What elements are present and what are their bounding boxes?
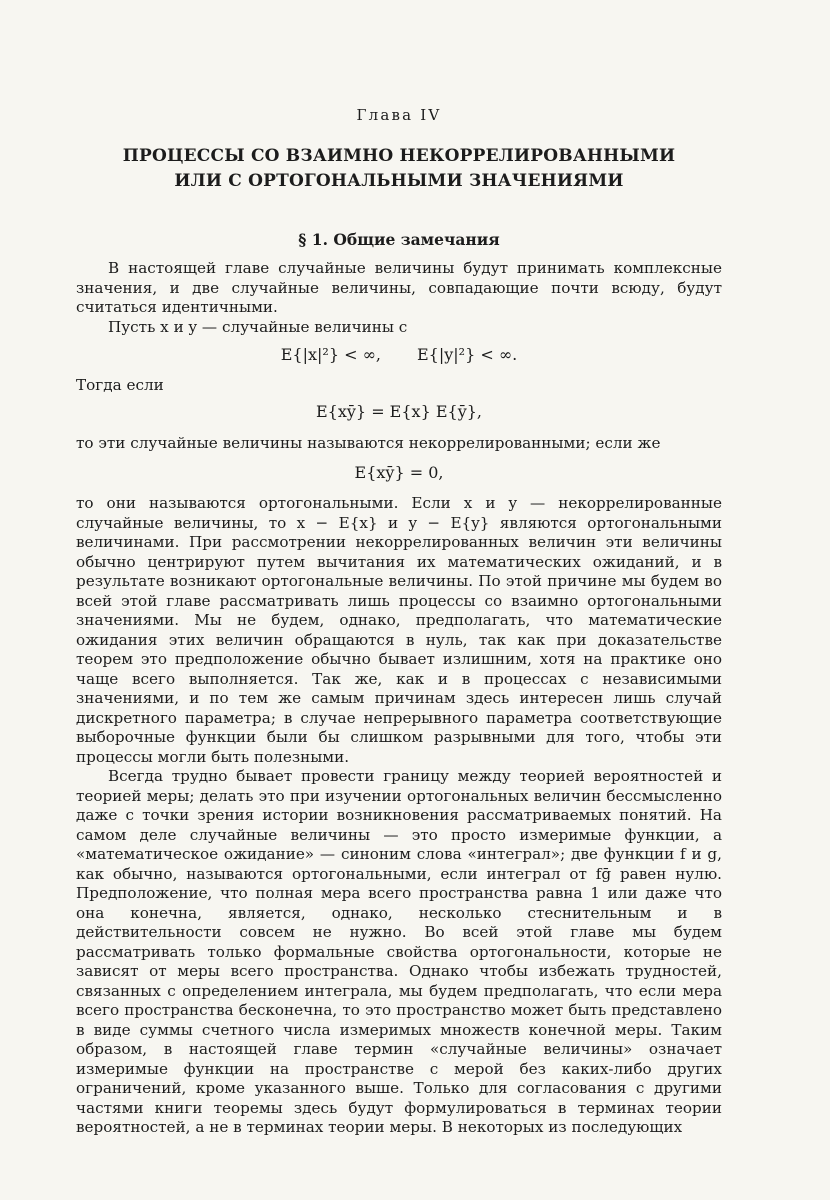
paragraph-6: Всегда трудно бывает провести границу между теорией вероятностей и теорией меры; делать это при изучении ортогональных величин бессмысленно даже с точки зрения истории возникновения рассматриваемых понятий. На самом деле случайные величины — это просто измеримые функции, а «математическое ожидание» — синоним слова «интеграл»; две функции f и g, как обычно, называются ортогональными, если интеграл от fḡ равен нулю. Предположение, что полная мера всего пространства равна 1 или даже что она конечна, является, однако, несколько стеснительным и в действительности совсем не нужно. Во всей этой главе мы будем рассматривать только формальные свойства ортогональности, которые не зависят от меры всего пространства. Однако чтобы избежать трудностей, связанных с определением интеграла, мы будем предполагать, что если мера всего пространства бесконечна, то это пространство может быть представлено в виде суммы счетного числа измеримых множеств конечной меры. Таким образом, в настоящей главе термин «случайные величины» означает измеримые функции на пространстве с мерой без каких-либо других ограничений, кроме указанного выше. Только для согласования с другими частями книги теоремы здесь будут формулироваться в терминах теории вероятностей, а не в терминах теории меры. В некоторых из последующих xyxy=(76,767,722,1136)
intro-text xyxy=(76,259,722,337)
paragraph-1: В настоящей главе случайные величины будут принимать комплексные значения, и две случайные величины, совпадающие почти всюду, будут считаться идентичными. xyxy=(76,259,722,316)
formula-moments xyxy=(76,345,722,364)
formula-moment-y: E{|y|²} < ∞. xyxy=(416,345,518,364)
formula-moment-x: E{|x|²} < ∞, xyxy=(280,345,381,364)
section-heading: § 1. Общие замечания xyxy=(298,230,500,249)
chapter-heading: Глава IV xyxy=(356,106,442,124)
chapter-title-line-1: ПРОЦЕССЫ СО ВЗАИМНО НЕКОРРЕЛИРОВАННЫМИ xyxy=(122,146,676,166)
text-uncorrelated-def xyxy=(76,434,722,454)
chapter-title xyxy=(76,144,722,194)
formula-orthogonal: E{xȳ} = 0, xyxy=(354,463,444,482)
paragraph-5: то они называются ортогональными. Если x и y — некоррелированные случайные величины, то x − E{x} и y − E{y} являются ортогональными величинами. При рассмотрении некоррелированных величин эти величины обычно центрируют путем вычитания их математических ожиданий, и в результате возникают ортогональные величины. По этой причине мы будем во всей этой главе рассматривать лишь процессы со взаимно ортогональными значениями. Мы не будем, однако, предполагать, что математические ожидания этих величин обращаются в нуль, так как при доказательстве теорем это предположение обычно бывает излишним, хотя на практике оно чаще всего выполняется. Так же, как и в процессах с независимыми значениями, и по тем же самым причинам здесь интересен лишь случай дискретного параметра; в случае непрерывного параметра соответствующие выборочные функции были бы слишком разрывными для того, чтобы эти процессы могли быть полезными. xyxy=(76,494,722,766)
text-then-if xyxy=(76,376,722,396)
paragraph-2: Пусть x и y — случайные величины с xyxy=(108,317,408,336)
paragraph-4: то эти случайные величины называются некоррелированными; если же xyxy=(76,434,661,452)
paragraph-3: Тогда если xyxy=(76,376,164,394)
chapter-title-line-2: ИЛИ С ОРТОГОНАЛЬНЫМИ ЗНАЧЕНИЯМИ xyxy=(174,171,624,191)
formula-uncorrelated: E{xȳ} = E{x} E{ȳ}, xyxy=(316,402,482,421)
main-text xyxy=(76,494,722,1138)
document-page xyxy=(76,0,722,1200)
